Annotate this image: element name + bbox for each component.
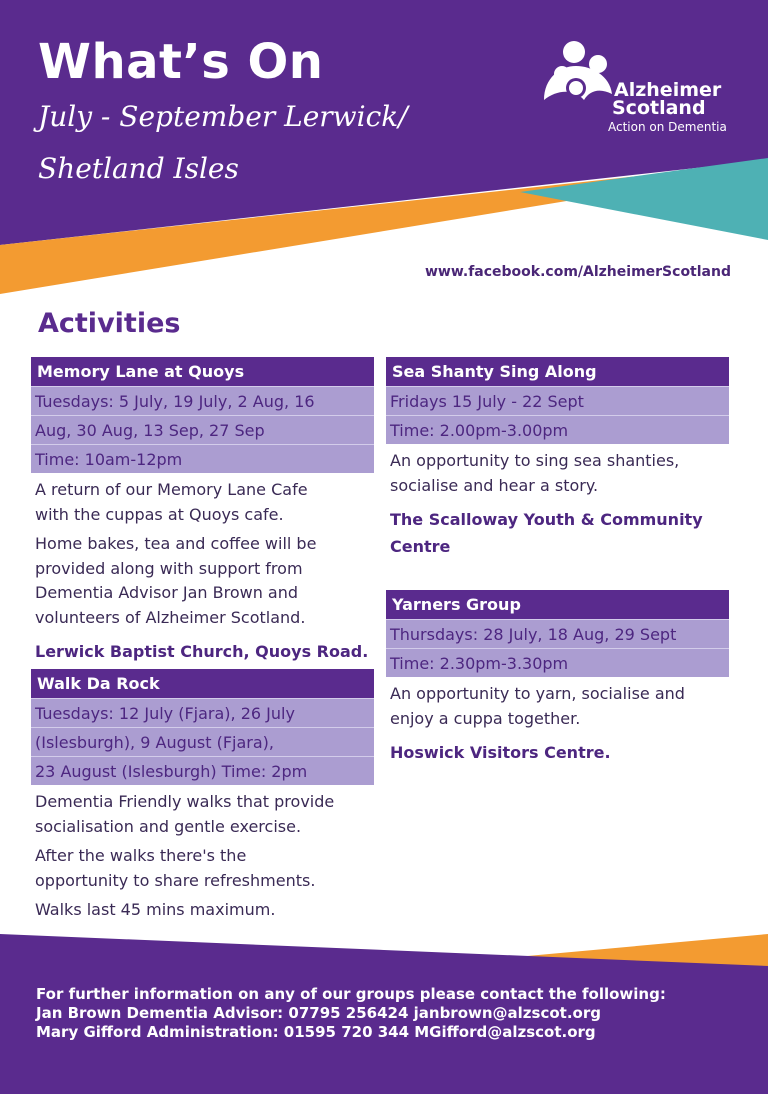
activity-description xyxy=(31,532,374,630)
activity-schedule: 23 August (Islesburgh) Time: 2pm xyxy=(31,756,374,785)
activity-location: Hoswick Visitors Centre. xyxy=(390,743,611,762)
description-line: After the walks there's the xyxy=(35,846,247,865)
description-line: An opportunity to yarn, socialise and xyxy=(390,684,685,703)
facebook-link[interactable]: www.facebook.com/AlzheimerScotland xyxy=(424,264,731,280)
activity-title: Sea Shanty Sing Along xyxy=(386,357,729,386)
activity-schedule: Fridays 15 July - 22 Sept xyxy=(386,386,729,415)
activity-description xyxy=(31,898,374,923)
activity-time: Time: 2.00pm-3.00pm xyxy=(386,415,729,444)
footer-contact-intro: For further information on any of our groups please contact the following: xyxy=(36,985,666,1003)
logo-name-line2: Scotland xyxy=(612,97,706,119)
description-line: socialise and hear a story. xyxy=(390,475,599,495)
activity-title: Memory Lane at Quoys xyxy=(31,357,374,386)
page-title: What’s On xyxy=(38,34,324,90)
activity-schedule: (Islesburgh), 9 August (Fjara), xyxy=(31,727,374,756)
activity-description xyxy=(386,449,729,498)
page-subtitle-line1: July - September Lerwick/ xyxy=(38,100,408,133)
logo-name-line1: Alzheimer xyxy=(614,79,722,101)
description-line: Walks last 45 mins maximum. xyxy=(35,900,276,919)
activity-title: Walk Da Rock xyxy=(31,669,374,698)
description-line: Dementia Friendly walks that provide xyxy=(35,792,335,811)
activity-description xyxy=(31,790,374,839)
activity-title: Yarners Group xyxy=(386,590,729,619)
activity-schedule: Thursdays: 28 July, 18 Aug, 29 Sept xyxy=(386,619,729,648)
activity-card-memory-lane xyxy=(31,357,374,665)
page-subtitle-line2: Shetland Isles xyxy=(38,152,239,185)
activity-schedule: Aug, 30 Aug, 13 Sep, 27 Sep xyxy=(31,415,374,444)
description-line: opportunity to share refreshments. xyxy=(35,870,316,890)
description-line: with the cuppas at Quoys cafe. xyxy=(35,504,284,524)
activity-card-sea-shanty xyxy=(386,357,729,560)
description-line: Dementia Advisor Jan Brown and xyxy=(35,583,299,602)
activity-time: Time: 10am-12pm xyxy=(31,444,374,473)
description-line: socialisation and gentle exercise. xyxy=(35,816,302,836)
footer-contact-jan-brown: Jan Brown Dementia Advisor: 07795 256424 janbrown@alzscot.org xyxy=(36,1004,601,1022)
description-line: An opportunity to sing sea shanties, xyxy=(390,451,680,470)
activity-description xyxy=(31,478,374,527)
description-line: A return of our Memory Lane Cafe xyxy=(35,480,308,499)
activity-location: Lerwick Baptist Church, Quoys Road. xyxy=(35,642,369,661)
location-line: The Scalloway Youth & Community xyxy=(390,510,703,529)
description-line: volunteers of Alzheimer Scotland. xyxy=(35,607,306,627)
activity-schedule: Tuesdays: 5 July, 19 July, 2 Aug, 16 xyxy=(31,386,374,415)
footer-contact-mary-gifford: Mary Gifford Administration: 01595 720 344 MGifford@alzscot.org xyxy=(36,1023,596,1041)
people-group-icon xyxy=(540,38,618,110)
activity-card-yarners-group xyxy=(386,590,729,766)
activity-description xyxy=(386,682,729,731)
activity-location xyxy=(386,506,729,560)
description-line: Home bakes, tea and coffee will be xyxy=(35,534,317,553)
activity-card-walk-da-rock xyxy=(31,669,374,923)
alzheimer-scotland-logo xyxy=(540,38,740,138)
description-line: provided along with support from xyxy=(35,558,303,578)
location-line: Centre xyxy=(390,537,451,556)
logo-tagline: Action on Dementia xyxy=(608,120,727,134)
activity-schedule: Tuesdays: 12 July (Fjara), 26 July xyxy=(31,698,374,727)
activity-description xyxy=(31,844,374,893)
section-title: Activities xyxy=(38,308,181,339)
description-line: enjoy a cuppa together. xyxy=(390,708,581,728)
activity-time: Time: 2.30pm-3.30pm xyxy=(386,648,729,677)
